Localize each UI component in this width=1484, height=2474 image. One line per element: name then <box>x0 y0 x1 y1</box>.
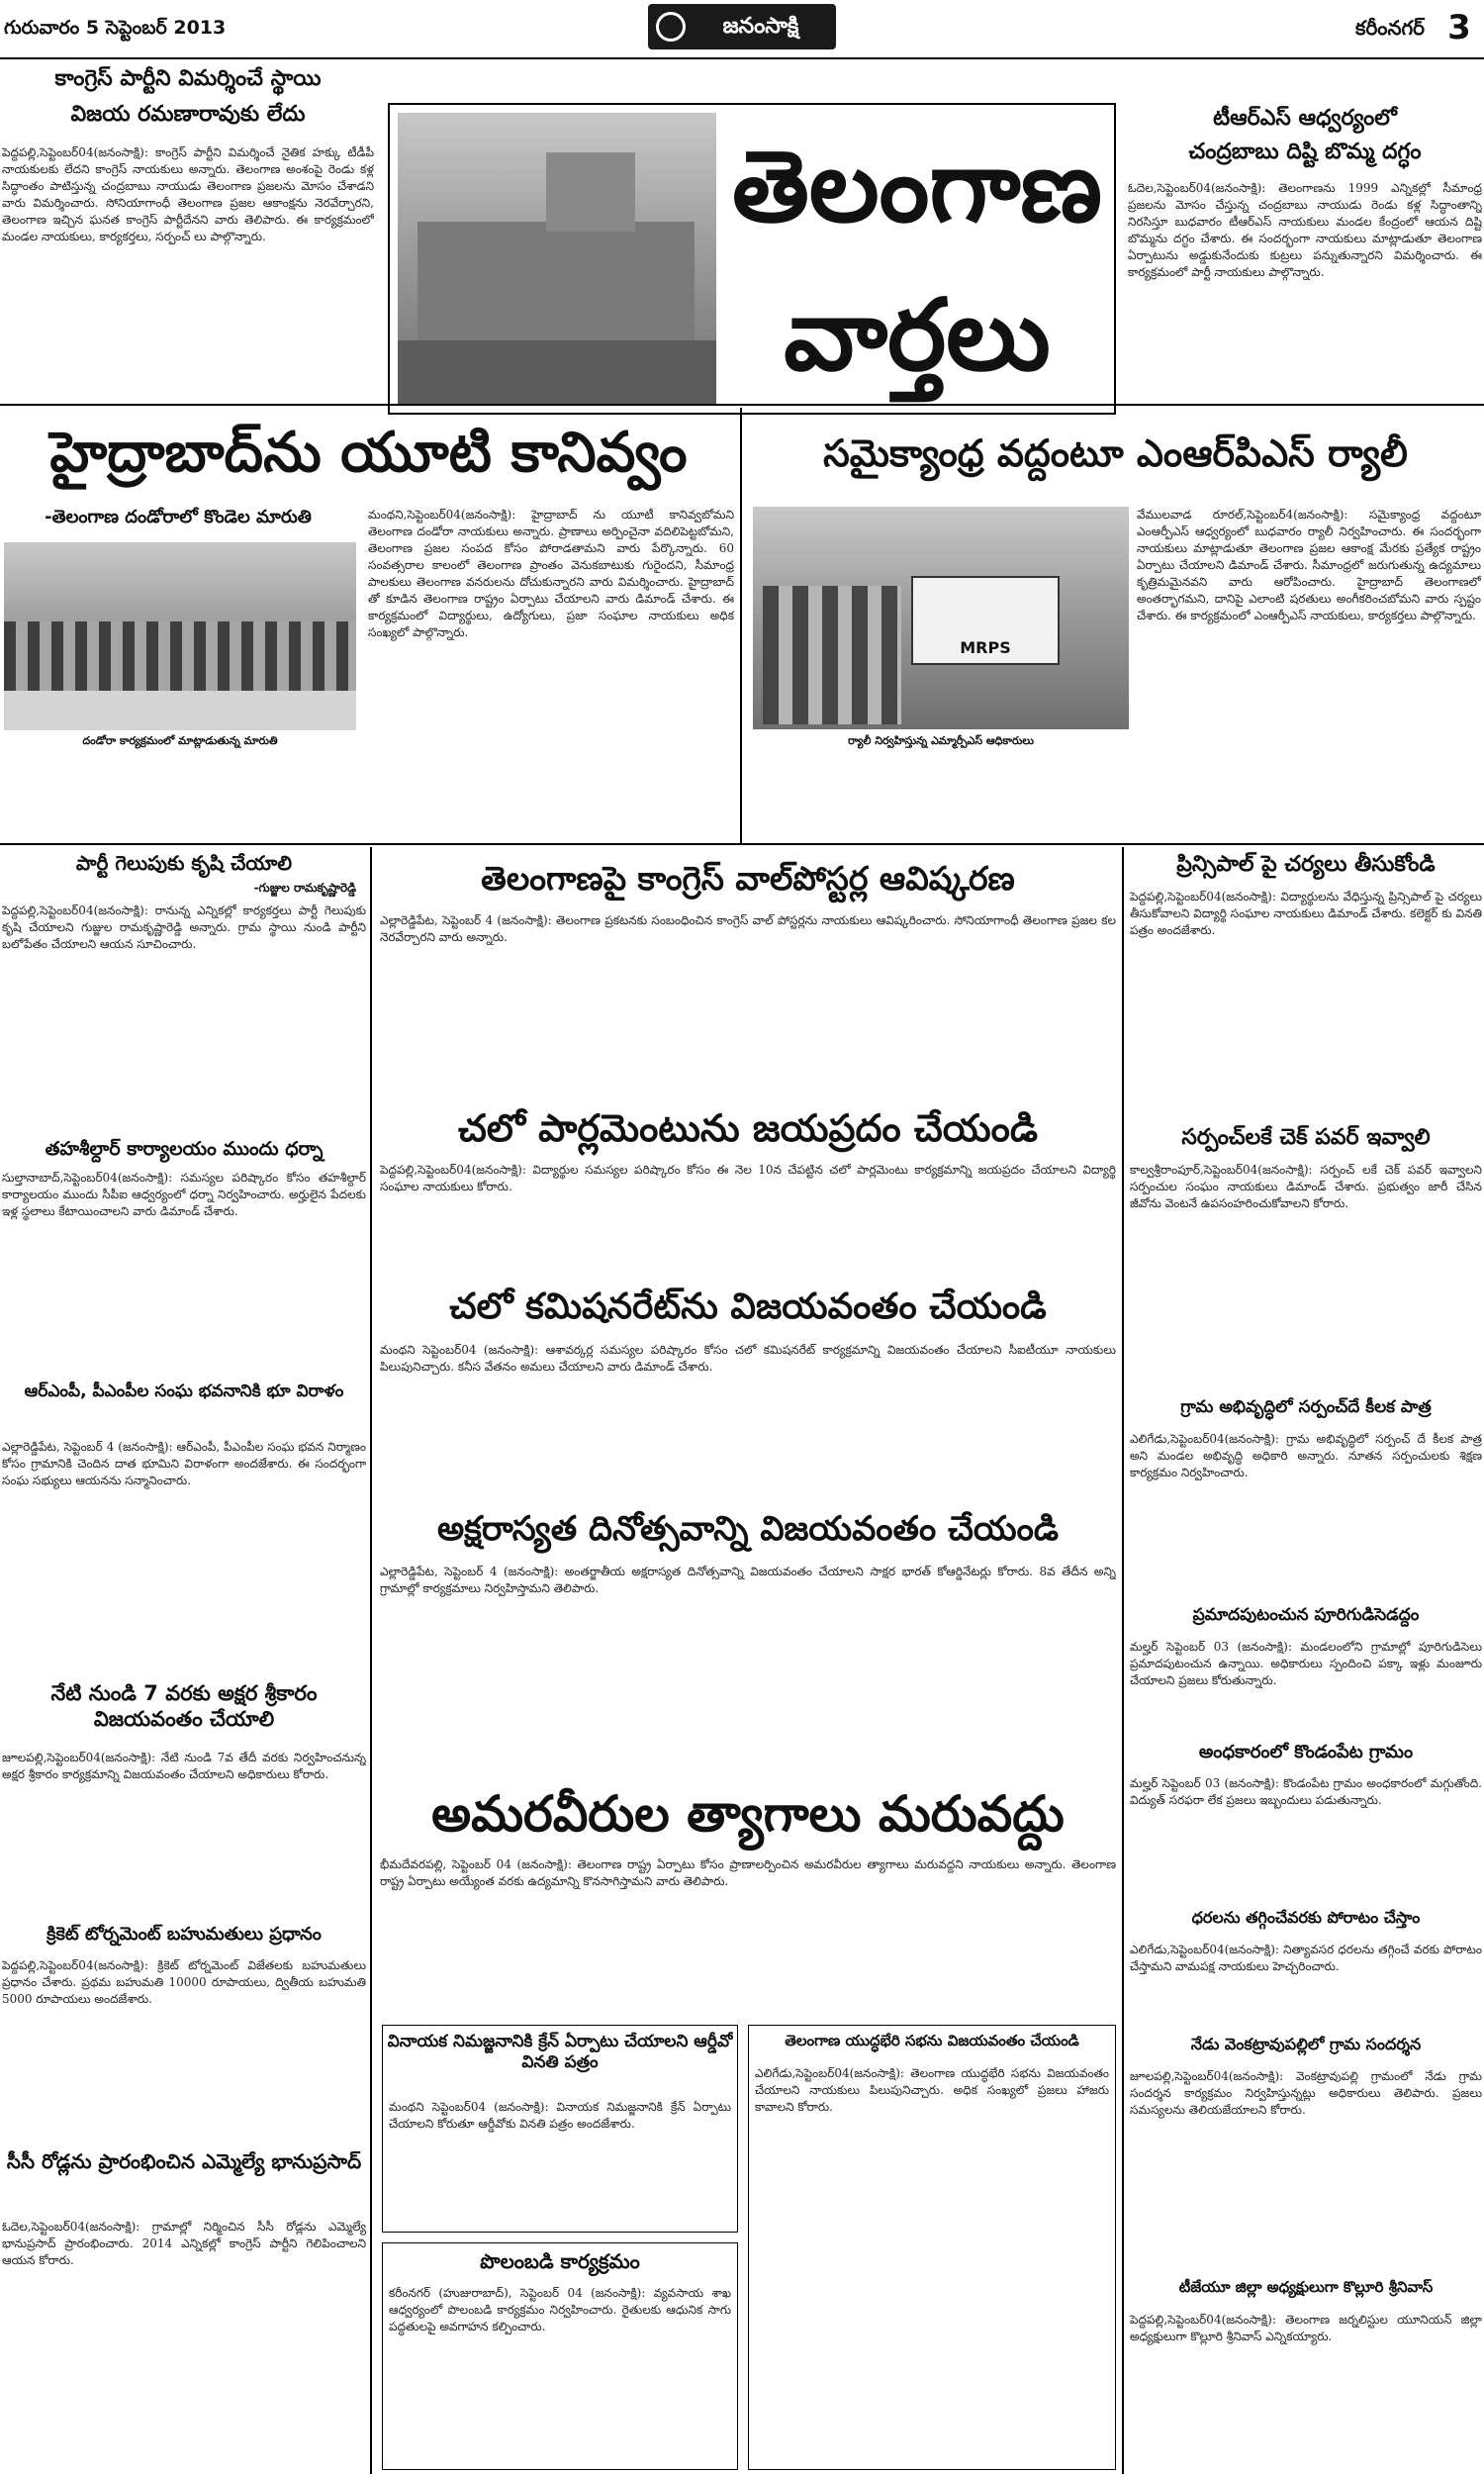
logo-emblem-icon <box>656 12 686 42</box>
dandora-photo <box>4 542 356 730</box>
article-body: మల్హర్ సెప్టెంబర్ 03 (జనంసాక్షి): మండలంలోని గ్రామాల్లో పూరిగుడిసెలు ప్రమాదపుటంచున ఉన్నాయి. అధికారులు స్పందించి పక్కా ఇళ్లు మంజూరు చేయాలని ప్రజలు కోరుతున్నారు. <box>1130 1640 1482 1687</box>
article-body: పెద్దపల్లి,సెప్టెంబర్04(జనంసాక్షి): రానున్న ఎన్నికల్లో కార్యకర్తలు పార్టీ గెలుపుకు కృషి చేయాలని గుజ్జుల రామకృష్ణారెడ్డి అన్నారు. గ్రామ స్థాయి నుండి పార్టీని బలోపేతం చేయాలని ఆయన సూచించారు. <box>2 904 366 951</box>
headline: తెలంగాణపై కాంగ్రెస్ వాల్‌పోస్టర్ల ఆవిష్కరణ <box>481 859 1015 898</box>
headline: అంధకారంలో కొండంపేట గ్రామం <box>1198 1742 1414 1762</box>
fort-wall <box>417 222 695 340</box>
headline: ధరలను తగ్గించేవరకు పోరాటం చేస్తాం <box>1191 1908 1421 1927</box>
headline: పార్టీ గెలుపుకు కృషి చేయాలి <box>75 851 293 875</box>
divider-vertical <box>1122 847 1124 2474</box>
article-body: ఓదెల,సెప్టెంబర్04(జనంసాక్షి): తెలంగాణను 1999 ఎన్నికల్లో సీమాంధ్ర ప్రజలను మోసం చేస్తున్న చంద్రబాబు నాయుడు రెండు కళ్ల సిద్ధాంతాన్ని నిరసిస్తూ బుధవారం టీఆర్ఎస్ నాయకులు మండల కేంద్రంలో ఆయన దిష్టి బొమ్మను దగ్ధం చేశారు. ఈ సందర్భంగా నాయకులు మాట్లాడుతూ తెలంగాణ ఏర్పాటును అడ్డుకునేందుకు కుట్రలు పన్నుతున్నారని విమర్శించారు. ఈ కార్యక్రమంలో పార్టీ నాయకులు పాల్గొన్నారు. <box>1128 181 1482 279</box>
headline: సీసీ రోడ్లను ప్రారంభించిన ఎమ్మెల్యే భానుప్రసాద్ <box>6 2149 362 2173</box>
center-column <box>376 847 1120 2474</box>
feature-banner <box>388 103 1116 415</box>
article-body: పెద్దపల్లి,సెప్టెంబర్04(జనంసాక్షి): విద్యార్థుల సమస్యల పరిష్కారం కోసం ఈ నెల 10న చేపట్టిన చలో పార్లమెంటు కార్యక్రమాన్ని జయప్రదం చేయాలని విద్యార్థి సంఘాల నాయకులు కోరారు. <box>380 1163 1116 1193</box>
fort-ground <box>398 340 716 406</box>
article-body: మంథని సెప్టెంబర్04 (జనంసాక్షి): వినాయక నిమజ్జనానికి క్రేన్ ఏర్పాటు చేయాలని కోరుతూ ఆర్డీవోకు వినతి పత్రం అందజేశారు. <box>389 2100 731 2131</box>
headline: అక్షరాస్యత దినోత్సవాన్ని విజయవంతం చేయండి <box>436 1509 1060 1549</box>
article-congress <box>0 65 376 377</box>
headline: ప్రమాదపుటంచున పూరిగుడిసెడద్దం <box>1192 1605 1420 1625</box>
article-body: పెద్దపల్లి,సెప్టెంబర్04(జనంసాక్షి): తెలంగాణ జర్నలిస్టుల యూనియన్ జిల్లా అధ్యక్షులుగా కొల్లూరి శ్రీనివాస్ ఎన్నికయ్యారు. <box>1130 2313 1482 2343</box>
meeting-box <box>748 2025 1116 2470</box>
headline: చలో కమిషనరేట్‌ను విజయవంతం చేయండి <box>449 1286 1047 1327</box>
rally-banner <box>911 576 1060 665</box>
headline: పొలంబడి కార్యక్రమం <box>480 2249 640 2273</box>
left-column <box>0 847 368 2474</box>
people-row <box>4 621 356 691</box>
article-body: ఎలిగేడు,సెప్టెంబర్04(జనంసాక్షి): తెలంగాణ యుద్ధభేరి సభను విజయవంతం చేయాలని నాయకులు పిలుపునిచ్చారు. అధిక సంఖ్యలో ప్రజలు హాజరు కావాలని కోరారు. <box>755 2066 1109 2114</box>
headline: సర్పంచ్‌లకే చెక్ పవర్ ఇవ్వాలి <box>1181 1125 1431 1150</box>
headline: చలో పార్లమెంటును జయప్రదం చేయండి <box>457 1106 1039 1150</box>
article-body: పెద్దపల్లి,సెప్టెంబర్04(జనంసాక్షి): విద్యార్థులను వేధిస్తున్న ప్రిన్సిపాల్ పై చర్యలు తీసుకోవాలని విద్యార్థి సంఘాల నాయకులు డిమాండ్ చేశారు. కలెక్టర్ కు వినతి పత్రం అందజేశారు. <box>1130 890 1482 937</box>
headline: ఆర్ఎంపీ, పీఎంపీల సంఘ భవనానికి భూ విరాళం <box>24 1381 344 1401</box>
headline: కాంగ్రెస్ పార్టీని విమర్శించే స్థాయి <box>54 66 322 91</box>
headline: హైద్రాబాద్‌ను యూటి కానివ్వం <box>49 421 688 485</box>
road <box>4 691 356 730</box>
article-body: ఎల్లారెడ్డిపేట, సెప్టెంబర్ 4 (జనంసాక్షి): తెలంగాణ ప్రకటనకు సంబంధించిన కాంగ్రెస్ వాల్ పోస్టర్లను నాయకులు ఆవిష్కరించారు. సోనియాగాంధీ తెలంగాణ ప్రజల కల నెరవేర్చారని వారు అన్నారు. <box>380 913 1116 944</box>
headline: టీఆర్ఎస్ ఆధ్వర్యంలో <box>1213 106 1397 131</box>
headline: తహశీల్దార్ కార్యాలయం ముందు ధర్నా <box>45 1138 324 1160</box>
article-body: ఎలిగేడు,సెప్టెంబర్04(జనంసాక్షి): నిత్యావసర ధరలను తగ్గించే వరకు పోరాటం చేస్తామని వామపక్ష నాయకులు హెచ్చరించారు. <box>1130 1943 1482 1973</box>
polambadi-box <box>382 2242 738 2470</box>
article-body: ఎలిగేడు,సెప్టెంబర్04(జనంసాక్షి): గ్రామ అభివృద్ధిలో సర్పంచ్ దే కీలక పాత్ర అని మండల అభివృద్ధి అధికారి అన్నారు. నూతన సర్పంచులకు శిక్షణ కార్యక్రమం నిర్వహించారు. <box>1130 1432 1482 1479</box>
article-body: భీమదేవరపల్లి, సెప్టెంబర్ 04 (జనంసాక్షి): తెలంగాణ రాష్ట్ర ఏర్పాటు కోసం ప్రాణాలర్పించిన అమరవీరుల త్యాగాలు మరువద్దని నాయకులు అన్నారు. తెలంగాణ రాష్ట్ర ఏర్పాటు అయ్యేంత వరకు ఉద్యమాన్ని కొనసాగిస్తామని వారు తెలిపారు. <box>380 1857 1116 1888</box>
rally-people <box>763 586 901 724</box>
article-body: జూలపల్లి,సెప్టెంబర్04(జనంసాక్షి): నేటి నుండి 7వ తేదీ వరకు నిర్వహించనున్న అక్షర శ్రీకారం కార్యక్రమాన్ని విజయవంతం చేయాలని అధికారులు కోరారు. <box>2 1751 366 1781</box>
banner-line-2: వార్తలు <box>784 277 1051 393</box>
article-body: ఓదెల,సెప్టెంబర్04(జనంసాక్షి): గ్రామాల్లో నిర్మించిన సీసీ రోడ్లను ఎమ్మెల్యే భానుప్రసాద్ ప్రారంభించారు. 2014 ఎన్నికల్లో కాంగ్రెస్ పార్టీని గెలిపించాలని ఆయన కోరారు. <box>2 2220 366 2267</box>
article-body: ఎల్లారెడ్డిపేట, సెప్టెంబర్ 4 (జనంసాక్షి): అంతర్జాతీయ అక్షరాస్యత దినోత్సవాన్ని విజయవంతం చేయాలని సాక్షర భారత్ కోఆర్డినేటర్లు కోరారు. 8వ తేదీన అన్ని గ్రామాల్లో కార్యక్రమాలు నిర్వహిస్తామని తెలిపారు. <box>380 1565 1116 1595</box>
headline-2: చంద్రబాబు దిష్టి బొమ్మ దగ్ధం <box>1188 140 1422 164</box>
headline: గ్రామ అభివృద్ధిలో సర్పంచ్‌దే కీలక పాత్ర <box>1180 1397 1432 1417</box>
headline: క్రికెట్ టోర్నమెంట్ బహుమతులు ప్రధానం <box>46 1924 322 1945</box>
article-trs <box>1126 105 1484 402</box>
article-body: మల్హర్ సెప్టెంబర్ 03 (జనంసాక్షి): కొండంపేట గ్రామం అంధకారంలో మగ్గుతోంది. విద్యుత్ సరఫరా లేక ప్రజలు ఇబ్బందులు పడుతున్నారు. <box>1130 1776 1482 1807</box>
divider <box>0 404 1484 406</box>
article-body: ఎల్లారెడ్డిపేట, సెప్టెంబర్ 4 (జనంసాక్షి): ఆర్ఎంపీ, పీఎంపీల సంఘ భవన నిర్మాణం కోసం గ్రామానికి చెందిన దాత భూమిని విరాళంగా అందజేశారు. ఈ సందర్భంగా సంఘ సభ్యులు ఆయనను సన్మానించారు. <box>2 1440 366 1487</box>
district-name: కరీంనగర్ <box>1355 16 1425 40</box>
banner-line-1: తెలంగాణ <box>731 129 1103 244</box>
headline: సమైక్యాంధ్ర వద్దంటూ ఎంఆర్‌పిఎస్ ర్యాలీ <box>823 431 1408 475</box>
rally-banner-text: MRPS <box>960 638 1011 657</box>
article-body: సుల్తానాబాద్,సెప్టెంబర్04(జనంసాక్షి): సమస్యల పరిష్కారం కోసం తహశీల్దార్ కార్యాలయం ముందు సీపీఐ ఆధ్వర్యంలో ధర్నా నిర్వహించారు. అర్హులైన పేదలకు ఇళ్ల స్థలాలు కేటాయించాలని వారు డిమాండ్ చేశారు. <box>2 1171 366 1218</box>
article-body: జూలపల్లి,సెప్టెంబర్04(జనంసాక్షి): వెంకట్రావుపల్లి గ్రామంలో నేడు గ్రామ సందర్శన కార్యక్రమం నిర్వహిస్తున్నట్లు అధికారులు తెలిపారు. ప్రజలు సమస్యలను తెలియజేయాలని కోరారు. <box>1130 2069 1482 2117</box>
headline-2: విజయ రమణారావుకు లేదు <box>70 102 306 127</box>
photo-caption: ర్యాలీ నిర్వహిస్తున్న ఎమ్మార్పీఎస్ ఆధికారులు <box>848 734 1034 747</box>
article-body: మంథని సెప్టెంబర్04 (జనంసాక్షి): ఆశావర్కర్ల సమస్యల పరిష్కారం కోసం చలో కమిషనరేట్ కార్యక్రమాన్ని విజయవంతం చేయాలని సీఐటీయూ నాయకులు పిలుపునిచ్చారు. కనీస వేతనం అమలు చేయాలని వారు డిమాండ్ చేశారు. <box>380 1343 1116 1374</box>
subhead: -తెలంగాణ దండోరాలో కొండెల మారుతి <box>45 507 312 527</box>
article-hyderabad <box>0 408 737 843</box>
article-mrps <box>747 408 1484 843</box>
fort-photo <box>398 113 716 406</box>
masthead <box>0 0 1484 59</box>
headline: అమరవీరుల త్యాగాలు మరువద్దు <box>431 1785 1065 1843</box>
paper-logo <box>648 4 836 49</box>
rally-photo <box>753 507 1129 729</box>
headline: తెలంగాణ యుద్ధభేరి సభను విజయవంతం చేయండి <box>785 2032 1079 2049</box>
issue-date: గురువారం 5 సెప్టెంబర్ 2013 <box>4 17 227 39</box>
right-column <box>1128 847 1484 2474</box>
article-body: కాల్వశ్రీరాంపూర్,సెప్టెంబర్04(జనంసాక్షి): సర్పంచ్ లకే చెక్ పవర్ ఇవ్వాలని సర్పంచుల సంఘం నాయకులు డిమాండ్ చేశారు. ప్రభుత్వం జారీ చేసిన జీవోను వెంటనే ఉపసంహరించుకోవాలని కోరారు. <box>1130 1163 1482 1210</box>
divider-vertical <box>740 408 742 843</box>
paper-name: జనంసాక్షి <box>722 14 799 39</box>
page-number: 3 <box>1447 8 1471 48</box>
crane-box <box>382 2025 738 2233</box>
article-body: పెద్దపల్లి,సెప్టెంబర్04(జనంసాక్షి): క్రికెట్ టోర్నమెంట్ విజేతలకు బహుమతులు ప్రధానం చేశారు. ప్రథమ బహుమతి 10000 రూపాయలు, ద్వితీయ బహుమతి 5000 రూపాయలు అందజేశారు. <box>2 1958 366 2006</box>
article-body: వేములవాడ రూరల్,సెప్టెంబర్4(జనంసాక్షి): సమైక్యాంధ్ర వద్దంటూ ఎంఆర్పీఎస్ ఆధ్వర్యంలో బుధవారం ర్యాలీ నిర్వహించారు. ఈ సందర్భంగా నాయకులు మాట్లాడుతూ తెలంగాణ ప్రజల ఆకాంక్ష మేరకు ప్రత్యేక రాష్ట్రం ఏర్పాటు చేయాలని డిమాండ్ చేశారు. సీమాంధ్రలో జరుగుతున్న ఉద్యమాలు కృత్రిమమైనవని వారు ఆరోపించారు. హైద్రాబాద్ తెలంగాణలో అంతర్భాగమని, దానిపై ఎలాంటి షరతులు అంగీకరించబోమని వారు స్పష్టం చేశారు. ఈ కార్యక్రమంలో ఎంఆర్పీఎస్ నాయకులు, కార్యకర్తలు పాల్గొన్నారు. <box>1137 508 1481 622</box>
headline: నేడు వెంకట్రావుపల్లిలో గ్రామ సందర్శన <box>1190 2035 1422 2053</box>
headline: నేటి నుండి 7 వరకు అక్షర శ్రీకారం విజయవంతం చేయాలి <box>50 1681 318 1732</box>
divider <box>0 843 1484 845</box>
article-body: కరీంనగర్ (హుజురాబాద్), సెప్టెంబర్ 04 (జనంసాక్షి): వ్యవసాయ శాఖ ఆధ్వర్యంలో పొలంబడి కార్యక్రమం నిర్వహించారు. రైతులకు ఆధునిక సాగు పద్ధతులపై అవగాహన కల్పించారు. <box>389 2286 731 2333</box>
headline: వినాయక నిమజ్జనానికి క్రేన్ ఏర్పాటు చేయాలని ఆర్డీవో వినతి పత్రం <box>387 2032 733 2073</box>
article-body: మంథని,సెప్టెంబర్04(జనంసాక్షి): హైద్రాబాద్ ను యూటీ కానివ్వబోమని తెలంగాణ దండోరా నాయకులు అన్నారు. ప్రాణాలు అర్పించైనా వదిలిపెట్టబోమని, తెలంగాణ ప్రజల సంపద కోసం పోరాడతామని వారు పేర్కొన్నారు. 60 సంవత్సరాల కాలంలో తెలంగాణ ప్రాంతం వెనుకబాటుకు గురైందని, సీమాంధ్ర పాలకులు తెలంగాణ వనరులను దోచుకున్నారని వారు విమర్శించారు. హైద్రాబాద్ తో కూడిన తెలంగాణ రాష్ట్రం ఏర్పాటు చేయాలని వారు డిమాండ్ చేశారు. ఈ కార్యక్రమంలో విద్యార్థులు, ఉద్యోగులు, ప్రజా సంఘాల నాయకులు అధిక సంఖ్యలో పాల్గొన్నారు. <box>368 508 734 639</box>
photo-caption: దండోరా కార్యక్రమంలో మాట్లాడుతున్న మారుతి <box>82 734 278 747</box>
article-body: పెద్దపల్లి,సెప్టెంబర్04(జనంసాక్షి): కాంగ్రెస్ పార్టీని విమర్శించే నైతిక హక్కు టీడీపీ నాయకులకు లేదని కాంగ్రెస్ నాయకులు అన్నారు. తెలంగాణ అంశంపై రెండు కళ్ల సిద్ధాంతం పాటిస్తున్న చంద్రబాబు నాయుడు తెలంగాణ ప్రజలను మోసం చేశాడని వారు విమర్శించారు. సోనియాగాంధీ తెలంగాణ ప్రజల ఆకాంక్షను నెరవేర్చారని, తెలంగాణ ఇచ్చిన ఘనత కాంగ్రెస్ పార్టీదేనని వారు తెలిపారు. ఈ కార్యక్రమంలో మండల నాయకులు, కార్యకర్తలు, సర్పంచ్ లు పాల్గొన్నారు. <box>2 145 374 243</box>
headline: ప్రిన్సిపాల్ పై చర్యలు తీసుకోండి <box>1176 852 1436 877</box>
byline: -గుజ్జుల రామకృష్ణారెడ్డి <box>253 881 356 895</box>
headline: టీజేయూ జిల్లా అధ్యక్షులుగా కొల్లూరి శ్రీనివాస్ <box>1178 2278 1434 2296</box>
divider-vertical <box>370 847 372 2474</box>
fort-tower <box>546 152 635 232</box>
